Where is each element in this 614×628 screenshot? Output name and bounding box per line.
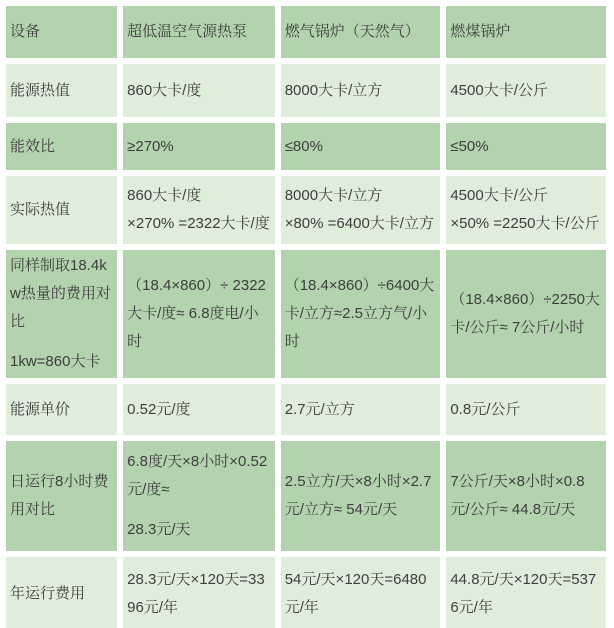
cell-coal-boiler xyxy=(446,176,606,244)
cell-heat-pump xyxy=(123,64,275,117)
cell-gas-boiler xyxy=(281,384,441,435)
cell-text: 0.8元/公斤 xyxy=(450,400,521,418)
header-cell-coal-boiler xyxy=(446,6,606,58)
cell-text: 2.7元/立方 xyxy=(284,400,355,418)
cell-heat-pump xyxy=(123,441,275,551)
cell-coal-boiler xyxy=(446,250,606,378)
cell-gas-boiler xyxy=(281,176,441,244)
cell-text: 4500大卡/公斤 xyxy=(450,81,548,99)
cell-text: 28.3元/天 xyxy=(127,521,191,538)
cell-text: 日运行8小时费用对比 xyxy=(10,473,109,518)
cell-text: 8000大卡/立方 xyxy=(284,187,383,204)
cell-text: 2.5立方/天×8小时×2.7元/立方≈ 54元/天 xyxy=(284,473,432,518)
cell-coal-boiler xyxy=(446,64,606,117)
cell-gas-boiler xyxy=(281,250,441,378)
cell-text: 年运行费用 xyxy=(10,585,86,602)
cell-text: 8000大卡/立方 xyxy=(284,81,383,99)
cell-text: 54元/天×120天=6480元/年 xyxy=(284,571,427,616)
row-label-cell xyxy=(6,176,117,244)
table-row-energy-calorific-value xyxy=(6,64,606,117)
cell-text: 860大卡/度 xyxy=(127,187,202,204)
cell-coal-boiler xyxy=(446,557,606,628)
table-header-row xyxy=(6,6,606,58)
cell-text: 4500大卡/公斤 xyxy=(450,187,548,204)
row-label-cell xyxy=(6,64,117,117)
cell-text: （18.4×860）÷2250大卡/公斤≈ 7公斤/小时 xyxy=(450,291,600,336)
cell-text: 44.8元/天×120天=5376元/年 xyxy=(450,571,597,616)
cell-text: 实际热值 xyxy=(10,201,71,218)
header-text: 设备 xyxy=(10,23,41,40)
cell-text: 860大卡/度 xyxy=(127,81,202,99)
header-text: 燃煤锅炉 xyxy=(450,23,511,40)
cell-text: 同样制取18.4kw热量的费用对比 xyxy=(10,257,111,330)
table-row-efficiency-ratio xyxy=(6,123,606,170)
row-label-cell xyxy=(6,123,117,170)
header-text: 超低温空气源热泵 xyxy=(127,23,248,40)
cell-coal-boiler xyxy=(446,123,606,170)
cell-gas-boiler xyxy=(281,123,441,170)
header-cell-equipment xyxy=(6,6,117,58)
header-text: 燃气锅炉（天然气） xyxy=(284,23,420,40)
cell-text: 6.8度/天×8小时×0.52元/度≈ xyxy=(127,453,268,498)
row-label-cell xyxy=(6,250,117,378)
cell-text: 能效比 xyxy=(10,137,56,155)
cell-text: ×270% =2322大卡/度 xyxy=(127,215,270,232)
table-row-annual-cost xyxy=(6,557,606,628)
cell-text: ≥270% xyxy=(127,137,174,155)
table-row-cost-per-18kw xyxy=(6,250,606,378)
cell-text: ×80% =6400大卡/立方 xyxy=(284,215,434,232)
header-cell-heat-pump xyxy=(123,6,275,58)
cell-gas-boiler xyxy=(281,64,441,117)
row-label-cell xyxy=(6,557,117,628)
cell-text: ≤80% xyxy=(284,137,323,155)
cell-text: （18.4×860）÷6400大卡/立方≈2.5立方气/小时 xyxy=(284,277,435,350)
cell-text: 28.3元/天×120天=3396元/年 xyxy=(127,571,265,616)
cell-text: 能源热值 xyxy=(10,81,71,99)
row-label-cell xyxy=(6,441,117,551)
cell-gas-boiler xyxy=(281,557,441,628)
cell-heat-pump xyxy=(123,557,275,628)
cell-heat-pump xyxy=(123,176,275,244)
cell-coal-boiler xyxy=(446,441,606,551)
cell-text: （18.4×860）÷ 2322大卡/度≈ 6.8度电/小时 xyxy=(127,277,266,350)
table-row-energy-unit-price xyxy=(6,384,606,435)
table-row-actual-calorific-value xyxy=(6,176,606,244)
header-cell-gas-boiler xyxy=(281,6,441,58)
cell-heat-pump xyxy=(123,384,275,435)
cell-heat-pump xyxy=(123,123,275,170)
cell-text: 能源单价 xyxy=(10,400,71,418)
cell-text: 0.52元/度 xyxy=(127,400,191,418)
cell-text: ≤50% xyxy=(450,137,489,155)
table-row-daily-8h-cost xyxy=(6,441,606,551)
cell-gas-boiler xyxy=(281,441,441,551)
cell-text: ×50% =2250大卡/公斤 xyxy=(450,215,600,232)
cell-heat-pump xyxy=(123,250,275,378)
row-label-cell xyxy=(6,384,117,435)
cell-coal-boiler xyxy=(446,384,606,435)
cell-text: 1kw=860大卡 xyxy=(10,353,101,370)
cell-text: 7公斤/天×8小时×0.8元/公斤≈ 44.8元/天 xyxy=(450,473,585,518)
